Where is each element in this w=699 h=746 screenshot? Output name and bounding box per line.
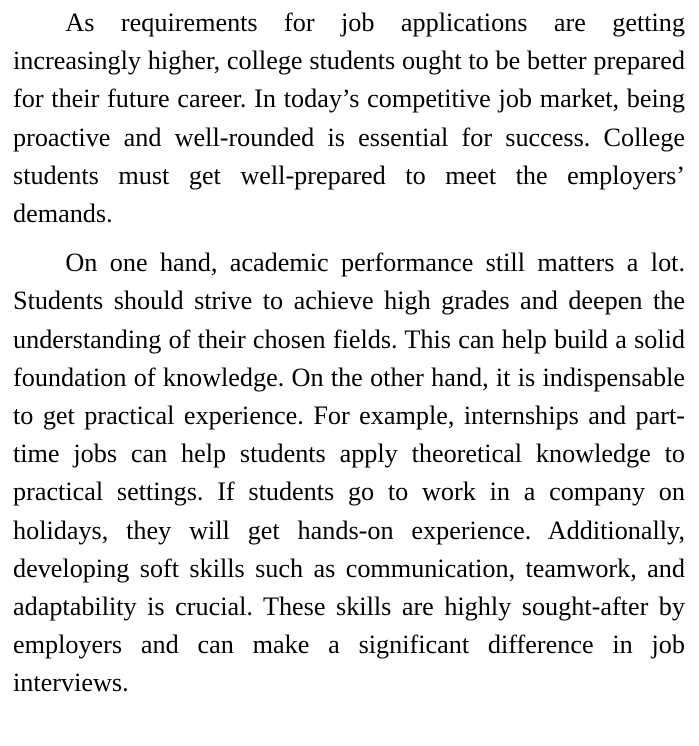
paragraph-body: On one hand, academic performance still matters a lot. Students should strive to achieve high grades and deepen the understanding of their chosen fields. This can help build a solid foundation of knowledge. On the other hand, it is indispensable to get practical experience. For example, internships and part-time jobs can help students apply theoretical knowledge to practical settings. If students go to work in a company on holidays, they will get hands-on experience. Additionally, developing soft skills such as communication, teamwork, and adaptability is crucial. These skills are highly sought-after by employers and can make a significant difference in job interviews. [13, 248, 685, 698]
paragraph-introduction: As requirements for job applications are getting increasingly higher, college students ought to be better prepared for their future career. In today’s competitive job market, being proactive and well-rounded is essential for success. College students must get well-prepared to meet the employers’ demands. [13, 8, 685, 229]
